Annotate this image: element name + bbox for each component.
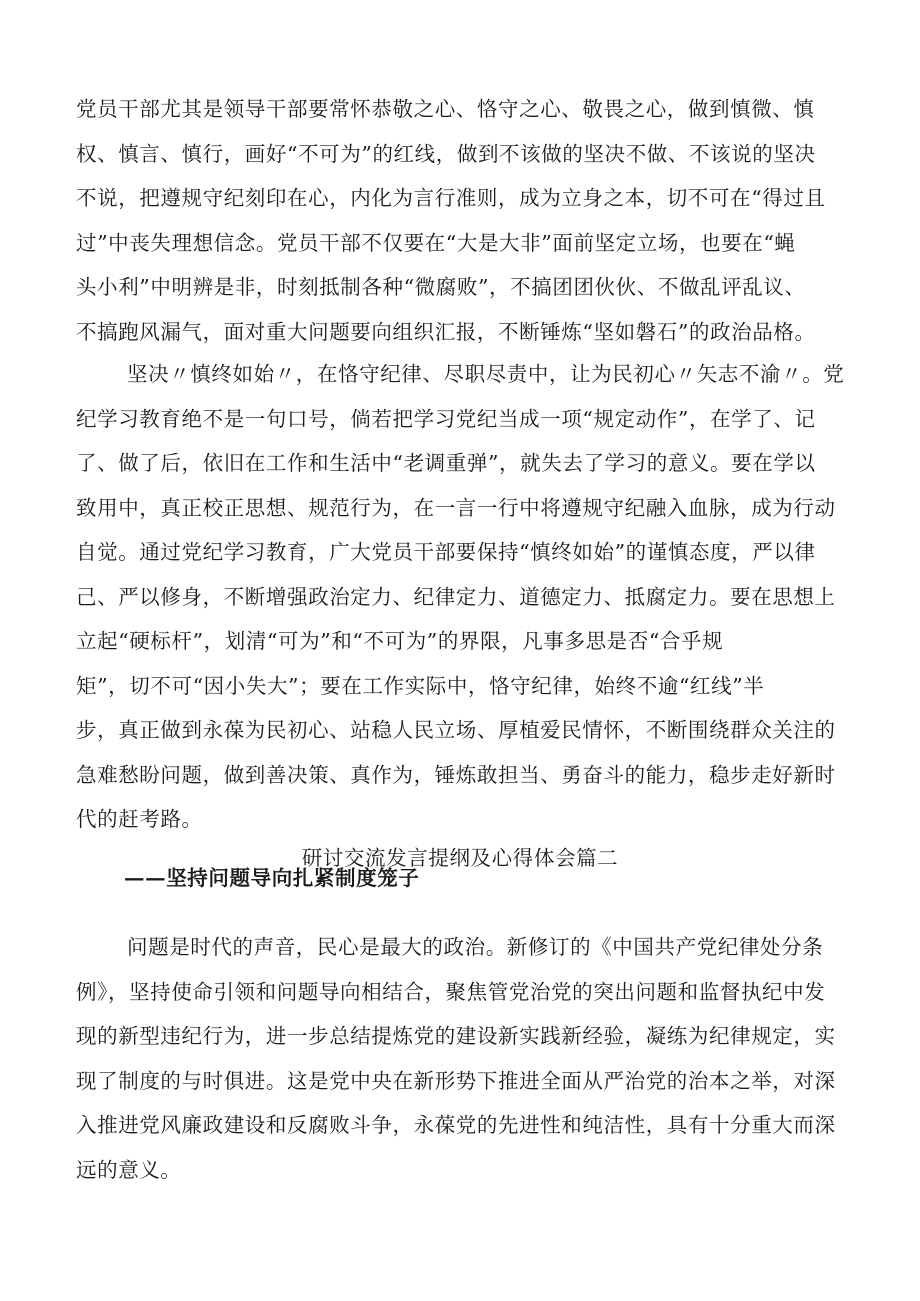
paragraph-line: 急难愁盼问题，做到善决策、真作为，锤炼敢担当、勇奋斗的能力，稳步走好新时 <box>76 762 836 787</box>
paragraph-line: 党员干部尤其是领导干部要常怀恭敬之心、恪守之心、敬畏之心，做到慎微、慎 <box>76 97 815 121</box>
section-title: 研讨交流发言提纲及心得体会篇二 <box>301 846 619 870</box>
paragraph-line: 例》，坚持使命引领和问题导向相结合，聚焦管党治党的突出问题和监督执纪中发 <box>76 979 826 1004</box>
paragraph-1 <box>76 87 856 354</box>
paragraph-line: 头小利”中明辨是非，时刻抵制各种“微腐败”，不搞团团伙伙、不做乱评乱议、 <box>76 275 806 299</box>
section-subtitle: ——坚持问题导向扎紧制度笼子 <box>124 866 420 890</box>
paragraph-line: 不搞跑风漏气，面对重大问题要向组织汇报，不断锤炼“坚如磐石”的政治品格。 <box>76 319 816 344</box>
paragraph-line: 代的赶考路。 <box>76 807 203 831</box>
paragraph-2 <box>76 352 856 842</box>
paragraph-line: 坚决〃慎终如始〃，在恪守纪律、尽职尽责中，让为民初心〃矢志不渝〃。党 <box>127 362 845 386</box>
paragraph-line: 问题是时代的声音，民心是最大的政治。新修订的《中国共产党纪律处分条 <box>127 935 824 959</box>
paragraph-line: 现的新型违纪行为，进一步总结提炼党的建设新实践新经验，凝练为纪律规定，实 <box>76 1024 836 1048</box>
paragraph-line: 远的意义。 <box>76 1157 182 1182</box>
paragraph-line: 了、做了后，依旧在工作和生活中“老调重弹”，就失去了学习的意义。要在学以 <box>76 451 816 475</box>
paragraph-line: 入推进党风廉政建设和反腐败斗争，永葆党的先进性和纯洁性，具有十分重大而深 <box>76 1113 836 1137</box>
paragraph-line: 权、慎言、慎行，画好“不可为”的红线，做到不该做的坚决不做、不该说的坚决 <box>76 141 816 166</box>
paragraph-line: 纪学习教育绝不是一句口号，倘若把学习党纪当成一项“规定动作”，在学了、记 <box>76 406 816 431</box>
paragraph-line: 过”中丧失理想信念。党员干部不仅要在“大是大非”面前坚定立场，也要在“蝇 <box>76 230 796 255</box>
paragraph-line: 不说，把遵规守纪刻印在心，内化为言行准则，成为立身之本，切不可在“得过且 <box>76 186 826 210</box>
paragraph-line: 己、严以修身，不断增强政治定力、纪律定力、道德定力、抵腐定力。要在思想上 <box>76 584 836 609</box>
paragraph-3 <box>76 925 856 1192</box>
paragraph-line: 致用中，真正校正思想、规范行为，在一言一行中将遵规守纪融入血脉，成为行动 <box>76 495 836 520</box>
paragraph-line: 步，真正做到永葆为民初心、站稳人民立场、厚植爱民情怀，不断围绕群众关注的 <box>76 718 836 742</box>
paragraph-line: 现了制度的与时俱进。这是党中央在新形势下推进全面从严治党的治本之举，对深 <box>76 1068 836 1093</box>
paragraph-line: 矩”，切不可“因小失大”；要在工作实际中，恪守纪律，始终不逾“红线”半 <box>76 673 765 698</box>
paragraph-line: 立起“硬标杆”，划清“可为”和“不可为”的界限，凡事多思是否“合乎规 <box>76 629 724 653</box>
paragraph-line: 自觉。通过党纪学习教育，广大党员干部要保持“慎终如始”的谨慎态度，严以律 <box>76 540 816 564</box>
